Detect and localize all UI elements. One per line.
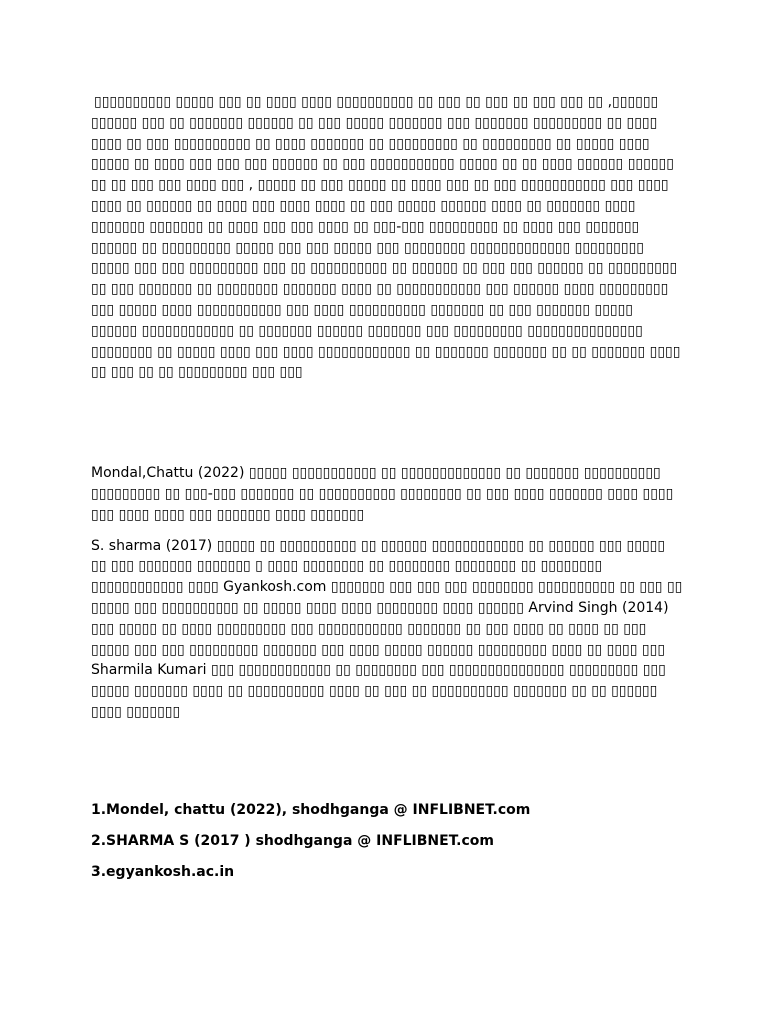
paragraph-spacer <box>91 383 683 463</box>
document-page <box>91 92 683 894</box>
reference-item-3: 3.egyankosh.ac.in <box>91 863 235 880</box>
reference-item-2: 2.SHARMA S (2017 ) shodhganga @ INFLIBNET.com <box>91 832 494 849</box>
body-paragraph-2: Mondal,Chattu (2022) ▯▯▯▯▯ ▯▯▯▯▯▯▯▯▯▯▯ ▯▯ ▯▯▯▯▯▯▯▯▯▯▯▯▯ ▯▯ ▯▯▯▯▯▯▯ ▯▯▯▯▯▯▯▯▯▯ ▯▯▯▯▯▯▯▯▯ ▯▯ ▯▯▯-▯▯▯ ▯▯▯▯▯▯▯ ▯▯ ▯▯▯▯▯▯▯▯▯▯ ▯▯▯▯▯▯▯▯ ▯▯ ▯▯▯ ▯▯▯▯ ▯▯▯▯▯▯▯ ▯▯▯▯ ▯▯▯▯ ▯▯▯ ▯▯▯▯ ▯▯▯▯ ▯▯▯ ▯▯▯▯▯▯▯ ▯▯▯▯ ▯▯▯▯▯▯▯ <box>91 465 674 523</box>
body-paragraph-3: S. sharma (2017) ▯▯▯▯▯ ▯▯ ▯▯▯▯▯▯▯▯▯▯ ▯▯ ▯▯▯▯▯▯ ▯▯▯▯▯▯▯▯▯▯▯▯ ▯▯ ▯▯▯▯▯▯ ▯▯▯ ▯▯▯▯▯ ▯▯ ▯▯▯ ▯▯▯▯▯▯▯ ▯▯▯▯▯▯▯ ▯ ▯▯▯▯ ▯▯▯▯▯▯▯▯ ▯▯ ▯▯▯▯▯▯▯▯ ▯▯▯▯▯▯▯▯ ▯▯ ▯▯▯▯▯▯▯▯ ▯▯▯▯▯▯▯▯▯▯▯▯ ▯▯▯▯ Gyankosh.com ▯▯▯▯▯▯▯ ▯▯▯ ▯▯▯ ▯▯▯ ▯▯▯▯▯▯▯▯ ▯▯▯▯▯▯▯▯▯▯ ▯▯ ▯▯▯ ▯▯ ▯▯▯▯▯ ▯▯▯ ▯▯▯▯▯▯▯▯▯▯ ▯▯ ▯▯▯▯▯ ▯▯▯▯ ▯▯▯▯ ▯▯▯▯▯▯▯▯ ▯▯▯▯ ▯▯▯▯▯▯ Arvind Singh (2014) ▯▯▯ ▯▯▯▯▯ ▯▯ ▯▯▯▯ ▯▯▯▯▯▯▯▯▯ ▯▯▯ ▯▯▯▯▯▯▯▯▯▯▯ ▯▯▯▯▯▯▯ ▯▯ ▯▯▯ ▯▯▯▯ ▯▯ ▯▯▯▯ ▯▯ ▯▯▯ ▯▯▯▯▯ ▯▯▯ ▯▯▯ ▯▯▯▯▯▯▯▯▯ ▯▯▯▯▯▯▯ ▯▯▯ ▯▯▯▯ ▯▯▯▯▯ ▯▯▯▯▯▯ ▯▯▯▯▯▯▯▯▯ ▯▯▯▯ ▯▯ ▯▯▯▯ ▯▯▯ Sharmila Kumari ▯▯▯ ▯▯▯▯▯▯▯▯▯▯▯▯ ▯▯ ▯▯▯▯▯▯▯▯ ▯▯▯ ▯▯▯▯▯▯▯▯▯▯▯▯▯▯▯ ▯▯▯▯▯▯▯▯▯ ▯▯▯ ▯▯▯▯▯ ▯▯▯▯▯▯▯ ▯▯▯▯ ▯▯ ▯▯▯▯▯▯▯▯▯▯ ▯▯▯▯ ▯▯ ▯▯▯ ▯▯ ▯▯▯▯▯▯▯▯▯▯ ▯▯▯▯▯▯▯ ▯▯ ▯▯ ▯▯▯▯▯▯ ▯▯▯▯ ▯▯▯▯▯▯▯ <box>91 537 683 720</box>
reference-list <box>91 801 683 881</box>
body-paragraph-1: ▯▯▯▯▯▯▯▯▯▯ ▯▯▯▯▯ ▯▯▯ ▯▯ ▯▯▯▯ ▯▯▯▯ ▯▯▯▯▯▯▯▯▯▯ ▯▯ ▯▯▯ ▯▯ ▯▯▯ ▯▯ ▯▯▯ ▯▯▯ ▯▯ ,▯▯▯▯▯▯ ▯▯▯▯▯▯ ▯▯▯ ▯▯ ▯▯▯▯▯▯▯ ▯▯▯▯▯▯ ▯▯ ▯▯▯ ▯▯▯▯▯ ▯▯▯▯▯▯▯ ▯▯▯ ▯▯▯▯▯▯▯ ▯▯▯▯▯▯▯▯▯ ▯▯ ▯▯▯▯ ▯▯▯▯ ▯▯ ▯▯▯ ▯▯▯▯▯▯▯▯▯▯ ▯▯ ▯▯▯▯ ▯▯▯▯▯▯▯ ▯▯ ▯▯▯▯▯▯▯▯▯ ▯▯ ▯▯▯▯▯▯▯▯▯ ▯▯ ▯▯▯▯▯ ▯▯▯▯ ▯▯▯▯▯ ▯▯ ▯▯▯▯ ▯▯▯ ▯▯▯ ▯▯▯ ▯▯▯▯▯▯ ▯▯ ▯▯▯ ▯▯▯▯▯▯▯▯▯▯▯ ▯▯▯▯▯ ▯▯ ▯▯ ▯▯▯▯ ▯▯▯▯▯▯ ▯▯▯▯▯▯ ▯▯ ▯▯ ▯▯▯ ▯▯▯ ▯▯▯▯ ▯▯▯ , ▯▯▯▯▯ ▯▯ ▯▯▯ ▯▯▯▯▯ ▯▯ ▯▯▯▯ ▯▯▯ ▯▯ ▯▯▯ ▯▯▯▯▯▯▯▯▯▯▯ ▯▯▯ ▯▯▯▯ ▯▯▯▯ ▯▯ ▯▯▯▯▯▯ ▯▯ ▯▯▯▯ ▯▯▯ ▯▯▯▯ ▯▯▯▯ ▯▯ ▯▯▯ ▯▯▯▯▯ ▯▯▯▯▯▯ ▯▯▯▯ ▯▯ ▯▯▯▯▯▯▯ ▯▯▯▯ ▯▯▯▯▯▯▯ ▯▯▯▯▯▯▯ ▯▯ ▯▯▯▯ ▯▯▯ ▯▯▯ ▯▯▯▯ ▯▯ ▯▯▯-▯▯▯ ▯▯▯▯▯▯▯▯▯ ▯▯ ▯▯▯▯ ▯▯▯ ▯▯▯▯▯▯▯ ▯▯▯▯▯▯ ▯▯ ▯▯▯▯▯▯▯▯▯ ▯▯▯▯▯ ▯▯▯ ▯▯▯ ▯▯▯▯▯ ▯▯▯ ▯▯▯▯▯▯▯▯ ▯▯▯▯▯▯▯▯▯▯▯▯▯ ▯▯▯▯▯▯▯▯▯ ▯▯▯▯▯ ▯▯▯ ▯▯▯ ▯▯▯▯▯▯▯▯▯ ▯▯▯ ▯▯ ▯▯▯▯▯▯▯▯▯▯ ▯▯ ▯▯▯▯▯▯ ▯▯ ▯▯▯ ▯▯▯ ▯▯▯▯▯▯ ▯▯ ▯▯▯▯▯▯▯▯▯ ▯▯ ▯▯▯ ▯▯▯▯▯▯▯ ▯▯ ▯▯▯▯▯▯▯▯ ▯▯▯▯▯▯▯ ▯▯▯▯ ▯▯ ▯▯▯▯▯▯▯▯▯▯▯ ▯▯▯ ▯▯▯▯▯▯ ▯▯▯▯ ▯▯▯▯▯▯▯▯▯ ▯▯▯ ▯▯▯▯▯ ▯▯▯▯ ▯▯▯▯▯▯▯▯▯▯▯ ▯▯▯ ▯▯▯▯ ▯▯▯▯▯▯▯▯▯▯ ▯▯▯▯▯▯▯ ▯▯ ▯▯▯ ▯▯▯▯▯▯▯ ▯▯▯▯▯ ▯▯▯▯▯▯ ▯▯▯▯▯▯▯▯▯▯▯▯ ▯▯ ▯▯▯▯▯▯▯ ▯▯▯▯▯▯ ▯▯▯▯▯▯▯ ▯▯▯ ▯▯▯▯▯▯▯▯▯ ▯▯▯▯▯▯▯▯▯▯▯▯▯▯▯ ▯▯▯▯▯▯▯▯ ▯▯ ▯▯▯▯▯ ▯▯▯▯ ▯▯▯ ▯▯▯▯ ▯▯▯▯▯▯▯▯▯▯▯▯ ▯▯ ▯▯▯▯▯▯▯ ▯▯▯▯▯▯▯ ▯▯ ▯▯ ▯▯▯▯▯▯▯ ▯▯▯▯ ▯▯ ▯▯▯ ▯▯ ▯▯ ▯▯▯▯▯▯▯▯▯ ▯▯▯ ▯▯▯ <box>91 94 681 381</box>
reference-item-1: 1.Mondel, chattu (2022), shodhganga @ INFLIBNET.com <box>91 801 531 818</box>
